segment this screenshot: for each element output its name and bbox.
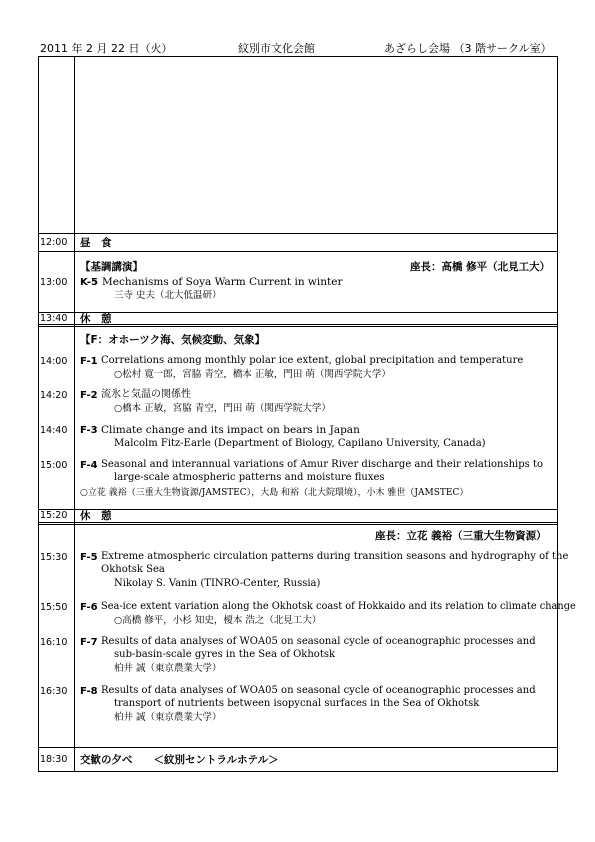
time-cell: 13:40 bbox=[40, 313, 68, 324]
talk-authors: 柏井 誠（東京農業大学） bbox=[114, 712, 222, 723]
time-cell: 16:30 bbox=[40, 686, 68, 697]
time-cell: 15:50 bbox=[40, 602, 68, 613]
talk-title: Results of data analyses of WOA05 on seasonal cycle of oceanographic processes and bbox=[101, 685, 536, 696]
talk-authors: ○高橋 修平，小杉 知史，榎本 浩之（北見工大） bbox=[114, 615, 322, 626]
break-label: 休 憩 bbox=[80, 510, 112, 522]
talk-code: F-7 bbox=[80, 637, 98, 648]
talk-code: F-8 bbox=[80, 686, 98, 697]
banquet-label: 交歓の夕べ ＜紋別セントラルホテル＞ bbox=[80, 754, 279, 766]
talk-authors: 柏井 誠（東京農業大学） bbox=[114, 663, 222, 674]
talk-title: Seasonal and interannual variations of Amur River discharge and their relationships to bbox=[101, 459, 544, 470]
time-cell: 14:20 bbox=[40, 390, 68, 401]
time-cell: 14:40 bbox=[40, 425, 68, 436]
time-cell: 12:00 bbox=[40, 237, 68, 248]
talk-title: Results of data analyses of WOA05 on seasonal cycle of oceanographic processes and bbox=[101, 636, 536, 647]
talk-title: Correlations among monthly polar ice extent, global precipitation and temperature bbox=[101, 355, 524, 366]
row-divider bbox=[38, 324, 558, 327]
session-chair: 座長：立花 義裕（三重大生物資源） bbox=[375, 530, 547, 542]
talk-title-continued: Okhotsk Sea bbox=[101, 564, 165, 575]
time-cell: 15:00 bbox=[40, 460, 68, 471]
break-label: 休 憩 bbox=[80, 313, 112, 325]
talk-authors: Nikolay S. Vanin (TINRO-Center, Russia) bbox=[114, 578, 321, 589]
talk-title: Sea-ice extent variation along the Okhotsk coast of Hokkaido and its relation to climate change bbox=[101, 601, 576, 612]
talk-code: F-2 bbox=[80, 390, 98, 401]
row-divider bbox=[38, 522, 558, 525]
talk-authors: ○松村 寛一郎，宮脇 青空，橋本 正敏，門田 萌（関西学院大学） bbox=[114, 369, 391, 380]
talk-authors: Malcolm Fitz-Earle (Department of Biology, Capilano University, Canada) bbox=[114, 438, 486, 449]
keynote-chair: 座長：高橋 修平（北見工大） bbox=[410, 261, 551, 273]
header-venue: 紋別市文化会館 bbox=[238, 42, 315, 55]
time-cell: 16:10 bbox=[40, 637, 68, 648]
talk-title: 流氷と気温の関係性 bbox=[101, 389, 191, 400]
talk-code: F-4 bbox=[80, 460, 98, 471]
talk-authors: 三寺 史夫（北大低温研） bbox=[114, 290, 222, 301]
talk-title: Climate change and its impact on bears in Japan bbox=[101, 424, 360, 436]
header-date: 2011 年 2 月 22 日（火） bbox=[40, 42, 173, 55]
lunch-label: 昼 食 bbox=[80, 237, 112, 249]
time-cell: 13:00 bbox=[40, 277, 68, 288]
talk-title-continued: large-scale atmospheric patterns and moisture fluxes bbox=[114, 472, 385, 483]
talk-title: Mechanisms of Soya Warm Current in winter bbox=[102, 276, 343, 288]
talk-code: F-3 bbox=[80, 425, 98, 436]
time-cell: 15:20 bbox=[40, 510, 68, 521]
time-column-divider bbox=[74, 56, 75, 772]
talk-authors: ○橋本 正敏，宮脇 青空，門田 萌（関西学院大学） bbox=[114, 403, 331, 414]
header-room: あざらし会場 （3 階サークル室） bbox=[384, 42, 552, 55]
time-cell: 14:00 bbox=[40, 356, 68, 367]
talk-code: K-5 bbox=[80, 277, 98, 288]
row-divider bbox=[38, 251, 558, 252]
talk-authors: ○立花 義裕（三重大生物資源/JAMSTEC），大島 和裕（北大院環境），小木 雅世（JAMSTEC） bbox=[80, 488, 469, 498]
talk-title-continued: transport of nutrients between isopycnal surfaces in the Sea of Okhotsk bbox=[114, 698, 480, 709]
talk-code: F-6 bbox=[80, 602, 98, 613]
row-divider bbox=[38, 233, 558, 234]
row-divider bbox=[38, 747, 558, 748]
row-divider bbox=[38, 509, 558, 510]
keynote-heading: 【基調講演】 bbox=[80, 261, 143, 273]
row-divider bbox=[38, 312, 558, 313]
time-cell: 15:30 bbox=[40, 552, 68, 563]
talk-code: F-1 bbox=[80, 356, 98, 367]
time-cell: 18:30 bbox=[40, 754, 68, 765]
talk-title-continued: sub-basin-scale gyres in the Sea of Okhotsk bbox=[114, 649, 336, 660]
talk-title: Extreme atmospheric circulation patterns during transition seasons and hydrography of the bbox=[101, 551, 569, 562]
talk-code: F-5 bbox=[80, 552, 98, 563]
session-heading: 【F：オホーツク海、気候変動、気象】 bbox=[80, 334, 266, 346]
